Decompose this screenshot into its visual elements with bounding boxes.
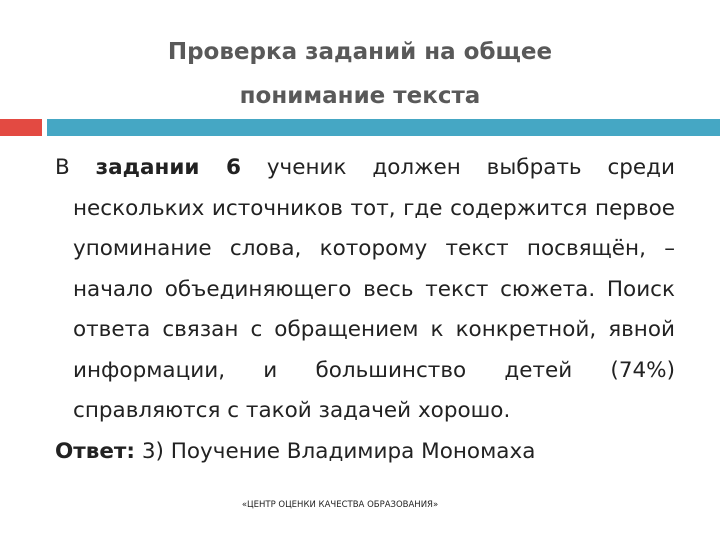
task-number-bold: задании 6 (95, 155, 241, 180)
slide-title-line-1: Проверка заданий на общее (167, 39, 553, 65)
answer-value: 3) Поучение Владимира Мономаха (135, 438, 536, 464)
slide-title-line-2: понимание текста (239, 83, 481, 109)
answer-line (55, 432, 675, 473)
slide-title (60, 30, 660, 118)
task-description (55, 148, 675, 432)
answer-label: Ответ: (55, 438, 135, 464)
task-text: ученик должен выбрать среди нескольких источников тот, где содержится первое упоминание слова, которому текст посвящён, – начало объединяющего весь текст сюжета. Поиск ответа связан с обращением к конкретной, явной информации, и большинство детей (74%) справляются с такой задачей хорошо. (73, 155, 675, 423)
footer-organization: «ЦЕНТР ОЦЕНКИ КАЧЕСТВА ОБРАЗОВАНИЯ» (241, 500, 439, 510)
header-accent-blue-bar (47, 119, 720, 136)
task-prefix: В (55, 155, 96, 180)
header-accent-red-bar (0, 119, 42, 136)
slide-body (55, 148, 675, 472)
